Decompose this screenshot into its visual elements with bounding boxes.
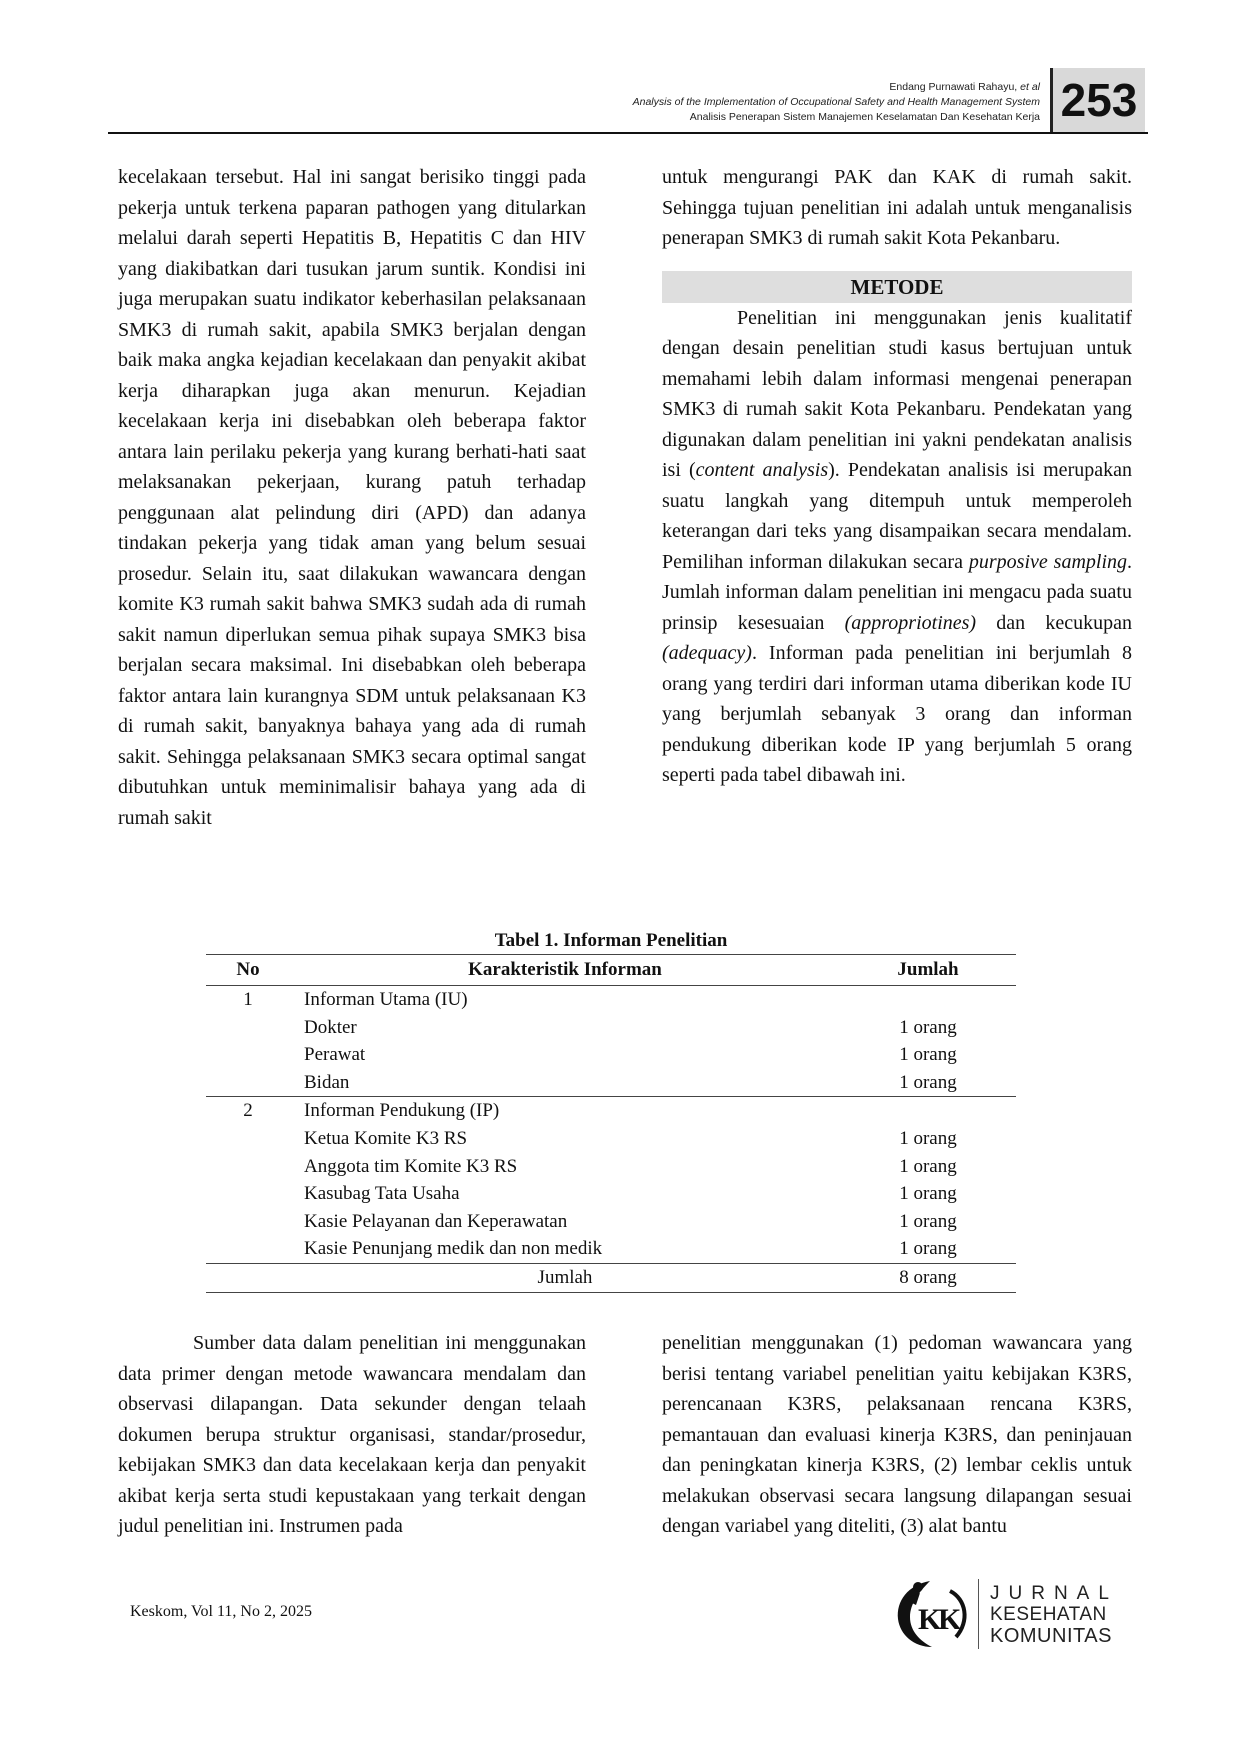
cell-no (206, 1125, 290, 1153)
metode-italic-3: (appropriotines) (844, 611, 977, 634)
metode-text-1: Penelitian ini menggunakan jenis kualitatif dengan desain penelitian studi kasus bertujuan untuk memahami lebih dalam informasi mengenai penerapan SMK3 di rumah sakit Kota Pekanbaru. Pendekatan yang digunakan dalam penelitian ini yakni pendekatan analisis isi ( (662, 306, 1132, 481)
total-value: 8 orang (840, 1263, 1016, 1292)
table-row (206, 1235, 1016, 1263)
cell-jumlah: 1 orang (899, 1183, 957, 1205)
table-row (206, 1014, 1016, 1042)
journal-logo (890, 1575, 1140, 1653)
cell-no (206, 1069, 290, 1097)
cell-karakteristik: Ketua Komite K3 RS (304, 1127, 468, 1149)
header-author-suffix: et al (1017, 81, 1040, 93)
cell-no (206, 1235, 290, 1263)
cell-no (206, 1014, 290, 1042)
table-row (206, 986, 1016, 1014)
cell-jumlah: 1 orang (840, 1235, 1016, 1263)
logo-line-kesehatan: KESEHATAN (990, 1604, 1107, 1625)
metode-italic-4: (adequacy) (662, 642, 752, 664)
logo-wordmark (990, 1583, 1118, 1647)
cell-jumlah (840, 1097, 1016, 1125)
table-row (206, 1125, 1016, 1153)
cell-no (206, 1208, 290, 1236)
cell-no (206, 1041, 290, 1069)
header-divider (108, 132, 1148, 134)
cell-jumlah: 1 orang (899, 1016, 957, 1038)
table-row (206, 1097, 1016, 1125)
table-row (206, 1069, 1016, 1097)
total-label: Jumlah (290, 1263, 840, 1292)
cell-no (206, 1153, 290, 1181)
table-row (206, 1153, 1016, 1181)
cell-jumlah: 1 orang (899, 1210, 957, 1232)
metode-italic-1: content analysis (695, 459, 829, 481)
metode-paragraph (662, 303, 1132, 791)
cell-jumlah: 1 orang (899, 1044, 957, 1066)
cell-karakteristik: Kasie Penunjang medik dan non medik (290, 1235, 840, 1263)
table-row (206, 1180, 1016, 1208)
table-caption: Tabel 1. Informan Penelitian (494, 930, 728, 951)
metode-text-2: ). Pendekatan analisis isi merupakan suatu langkah yang ditempuh untuk memperoleh keterangan dari teks yang disampaikan secara mendalam. Pemilihan informan dilakukan secara (662, 459, 1132, 573)
footer-citation: Keskom, Vol 11, No 2, 2025 (130, 1603, 312, 1620)
header-title-id: Analisis Penerapan Sistem Manajemen Keselamatan Dan Kesehatan Kerja (689, 111, 1040, 123)
table-body (206, 954, 1016, 1293)
header-no: No (206, 955, 290, 986)
bottom-left-paragraph: Sumber data dalam penelitian ini menggunakan data primer dengan metode wawancara mendalam dan observasi dilapangan. Data sekunder dengan telaah dokumen berupa struktur organisasi, standar/prosedur, kebijakan SMK3 dan data kecelakaan kerja dan penyakit akibat kerja serta studi kepustakaan yang terkait dengan judul penelitian ini. Instrumen pada (118, 1332, 586, 1537)
informan-table (206, 928, 1016, 1293)
table-total-row (206, 1263, 1016, 1292)
right-column (662, 162, 1132, 791)
left-column (118, 162, 586, 833)
left-paragraph: kecelakaan tersebut. Hal ini sangat berisiko tinggi pada pekerja untuk terkena paparan pathogen yang ditularkan melalui darah seperti Hepatitis B, Hepatitis C dan HIV yang diakibatkan dari tusukan jarum suntik. Kondisi ini juga merupakan suatu indikator keberhasilan pelaksanaan SMK3 di rumah sakit, apabila SMK3 berjalan dengan baik maka angka kejadian kecelakaan dan penyakit akibat kerja diharapkan juga akan menurun. Kejadian kecelakaan kerja ini disebabkan oleh beberapa faktor antara lain perilaku pekerja yang kurang berhati-hati saat melaksanakan pekerjaan, kurang patuh terhadap penggunaan alat pelindung diri (APD) dan adanya tindakan pekerja yang tidak aman yang belum sesuai prosedur. Selain itu, saat dilakukan wawancara dengan komite K3 rumah sakit bahwa SMK3 sudah ada di rumah sakit namun diperlukan semua pihak supaya SMK3 bisa berjalan secara maksimal. Ini disebabkan oleh beberapa faktor antara lain kurangnya SDM untuk pelaksanaan K3 di rumah sakit, banyaknya bahaya yang ada di rumah sakit. Sehingga pelaksanaan SMK3 secara optimal sangat dibutuhkan untuk meminimalisir bahaya yang ada di rumah sakit (118, 166, 586, 829)
svg-text:K: K (918, 1603, 942, 1636)
page-number: 253 (1050, 68, 1145, 132)
header-author: Endang Purnawati Rahayu, (889, 81, 1018, 93)
header-jumlah: Jumlah (840, 955, 1016, 986)
logo-line-jurnal: JURNAL (990, 1583, 1118, 1604)
cell-karakteristik: Informan Utama (IU) (304, 989, 468, 1010)
metode-text-5: . Informan pada penelitian ini berjumlah 8 orang yang terdiri dari informan utama diberikan kode IU yang berjumlah sebanyak 3 orang dan informan pendukung diberikan kode IP yang berjumlah 5 orang seperti pada tabel dibawah ini. (662, 642, 1132, 786)
cell-jumlah: 1 orang (899, 1155, 957, 1177)
cell-jumlah: 1 orang (899, 1127, 957, 1149)
metode-italic-2: purposive sampling (968, 550, 1128, 573)
cell-karakteristik: Anggota tim Komite K3 RS (304, 1155, 518, 1177)
journal-logo-icon (890, 1575, 976, 1653)
metode-text-4: dan kecukupan (976, 611, 1132, 634)
bottom-right-column (662, 1328, 1132, 1542)
cell-no (206, 1180, 290, 1208)
header-title-en: Analysis of the Implementation of Occupational Safety and Health Management System (632, 96, 1040, 108)
logo-divider (978, 1579, 979, 1649)
cell-no: 2 (243, 1100, 253, 1122)
svg-text:K: K (938, 1603, 962, 1636)
right-paragraph-intro: untuk mengurangi PAK dan KAK di rumah sakit. Sehingga tujuan penelitian ini adalah untuk menganalisis penerapan SMK3 di rumah sakit Kota Pekanbaru. (662, 166, 1132, 249)
cell-no: 1 (243, 989, 253, 1010)
running-header (633, 80, 1040, 125)
bottom-right-paragraph: penelitian menggunakan (1) pedoman wawancara yang berisi tentang variabel penelitian yaitu kebijakan K3RS, perencanaan K3RS, pelaksanaan rencana K3RS, pemantauan dan evaluasi kinerja K3RS, dan peninjauan dan peningkatan kinerja K3RS, (2) lembar ceklis untuk melakukan observasi secara langsung dilapangan sesuai dengan variabel yang diteliti, (3) alat bantu (662, 1332, 1132, 1537)
bottom-left-column (118, 1328, 586, 1542)
logo-line-komunitas: KOMUNITAS (990, 1625, 1112, 1647)
cell-karakteristik: Perawat (304, 1044, 366, 1066)
cell-karakteristik: Kasubag Tata Usaha (304, 1183, 460, 1205)
section-heading-metode: METODE (662, 271, 1132, 303)
cell-karakteristik: Kasie Pelayanan dan Keperawatan (304, 1210, 568, 1232)
cell-karakteristik: Bidan (290, 1069, 840, 1097)
cell-karakteristik: Informan Pendukung (IP) (304, 1100, 500, 1122)
table-row (206, 1041, 1016, 1069)
cell-karakteristik: Dokter (304, 1016, 357, 1038)
table-header-row (206, 955, 1016, 986)
header-karakteristik: Karakteristik Informan (290, 955, 840, 986)
table-row (206, 1208, 1016, 1236)
cell-jumlah: 1 orang (840, 1069, 1016, 1097)
metode-text-3: . Jumlah informan dalam penelitian ini mengacu pada suatu prinsip kesesuaian (662, 550, 1133, 634)
cell-jumlah (840, 986, 1016, 1014)
